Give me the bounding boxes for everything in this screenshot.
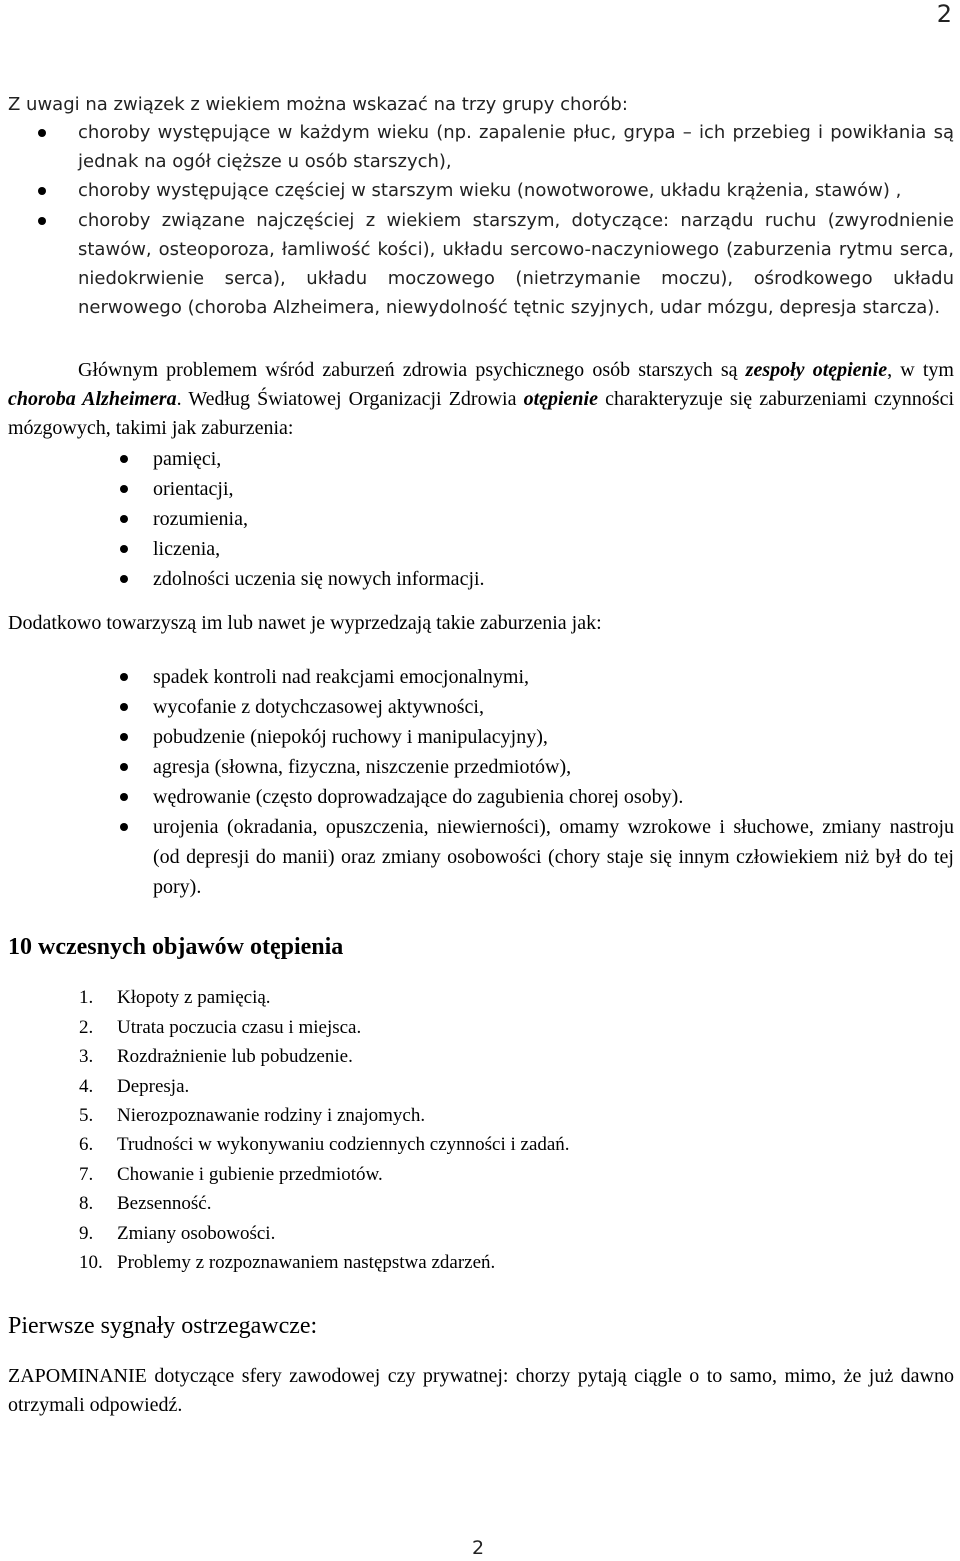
list-item: zdolności uczenia się nowych informacji.: [8, 564, 954, 594]
list-item: agresja (słowna, fizyczna, niszczenie przedmiotów),: [8, 752, 954, 782]
list-item: 2. Utrata poczucia czasu i miejsca.: [79, 1016, 362, 1038]
early-symptoms-list: [8, 983, 954, 1277]
list-item: 9. Zmiany osobowości.: [79, 1222, 276, 1244]
list-item: 4. Depresja.: [79, 1075, 190, 1097]
list-item: pobudzenie (niepokój ruchowy i manipulacyjny),: [8, 722, 954, 752]
list-item: rozumienia,: [8, 504, 954, 534]
list-item: liczenia,: [8, 534, 954, 564]
additional-disorders-list: [8, 662, 954, 902]
list-item: choroby występujące częściej w starszym wieku (nowotworowe, układu krążenia, stawów) ,: [8, 176, 954, 205]
disease-groups-list: [8, 118, 954, 322]
heading-warning-signals: Pierwsze sygnały ostrzegawcze:: [8, 1313, 318, 1340]
list-item: choroby związane najczęściej z wiekiem starszym, dotyczące: narządu ruchu (zwyrodnienie stawów, osteoporoza, łamliwość kości), układu sercowo-naczyniowego (zaburzenia rytmu serca, niedokrwienie serca), układu moczowego (nietrzymanie moczu), ośrodkowego układu nerwowego (choroba Alzheimera, niewydolność tętnic szyjnych, udar mózgu, depresja starcza).: [8, 206, 954, 323]
warning-signals-paragraph: ZAPOMINANIE dotyczące sfery zawodowej czy prywatnej: chorzy pytają ciągle o to samo, mimo, że już dawno otrzymali odpowiedź.: [8, 1365, 954, 1417]
page-number-bottom: 2: [472, 1537, 485, 1559]
intro-text: Z uwagi na związek z wiekiem można wskazać na trzy grupy chorób:: [8, 94, 628, 115]
list-item: wycofanie z dotychczasowej aktywności,: [8, 692, 954, 722]
list-item: choroby występujące w każdym wieku (np. zapalenie płuc, grypa – ich przebieg i powikłania są jednak na ogół cięższe u osób starszych),: [8, 118, 954, 176]
emphasis-dementia-syndromes: zespoły otępienie: [745, 359, 888, 382]
list-item: 3. Rozdrażnienie lub pobudzenie.: [79, 1046, 353, 1068]
list-item: spadek kontroli nad reakcjami emocjonalnymi,: [8, 662, 954, 692]
list-item: 6. Trudności w wykonywaniu codziennych czynności i zadań.: [79, 1134, 570, 1156]
page-number-top: 2: [936, 0, 952, 28]
emphasis-dementia: otępienie: [523, 388, 598, 411]
list-item: wędrowanie (często doprowadzające do zagubienia chorej osoby).: [8, 782, 954, 812]
document-body: [8, 90, 954, 1420]
list-item: pamięci,: [8, 444, 954, 474]
list-item: 5. Nierozpoznawanie rodziny i znajomych.: [79, 1105, 426, 1127]
emphasis-alzheimer: choroba Alzheimera: [8, 388, 177, 411]
list-item: 7. Chowanie i gubienie przedmiotów.: [79, 1163, 383, 1185]
list-item: 10. Problemy z rozpoznawaniem następstwa zdarzeń.: [79, 1252, 496, 1274]
additional-intro: Dodatkowo towarzyszą im lub nawet je wyprzedzają takie zaburzenia jak:: [8, 612, 602, 635]
heading-early-symptoms: 10 wczesnych objawów otępienia: [8, 934, 344, 961]
list-item: urojenia (okradania, opuszczenia, niewierności), omamy wzrokowe i słuchowe, zmiany nastroju (od depresji do manii) oraz zmiany osobowości (chory staje się innym człowiekiem niż był do tej pory).: [8, 812, 954, 902]
dementia-paragraph: Głównym problemem wśród zaburzeń zdrowia psychicznego osób starszych są zespoły otępienie, w tym choroba Alzheimera. Według Światowej Organizacji Zdrowia otępienie charakteryzuje się zaburzeniami czynności mózgowych, takimi jak zaburzenia:: [8, 359, 955, 440]
list-item: 8. Bezsenność.: [79, 1193, 212, 1215]
list-item: orientacji,: [8, 474, 954, 504]
disorders-list: [8, 444, 954, 594]
list-item: 1. Kłopoty z pamięcią.: [79, 987, 271, 1009]
